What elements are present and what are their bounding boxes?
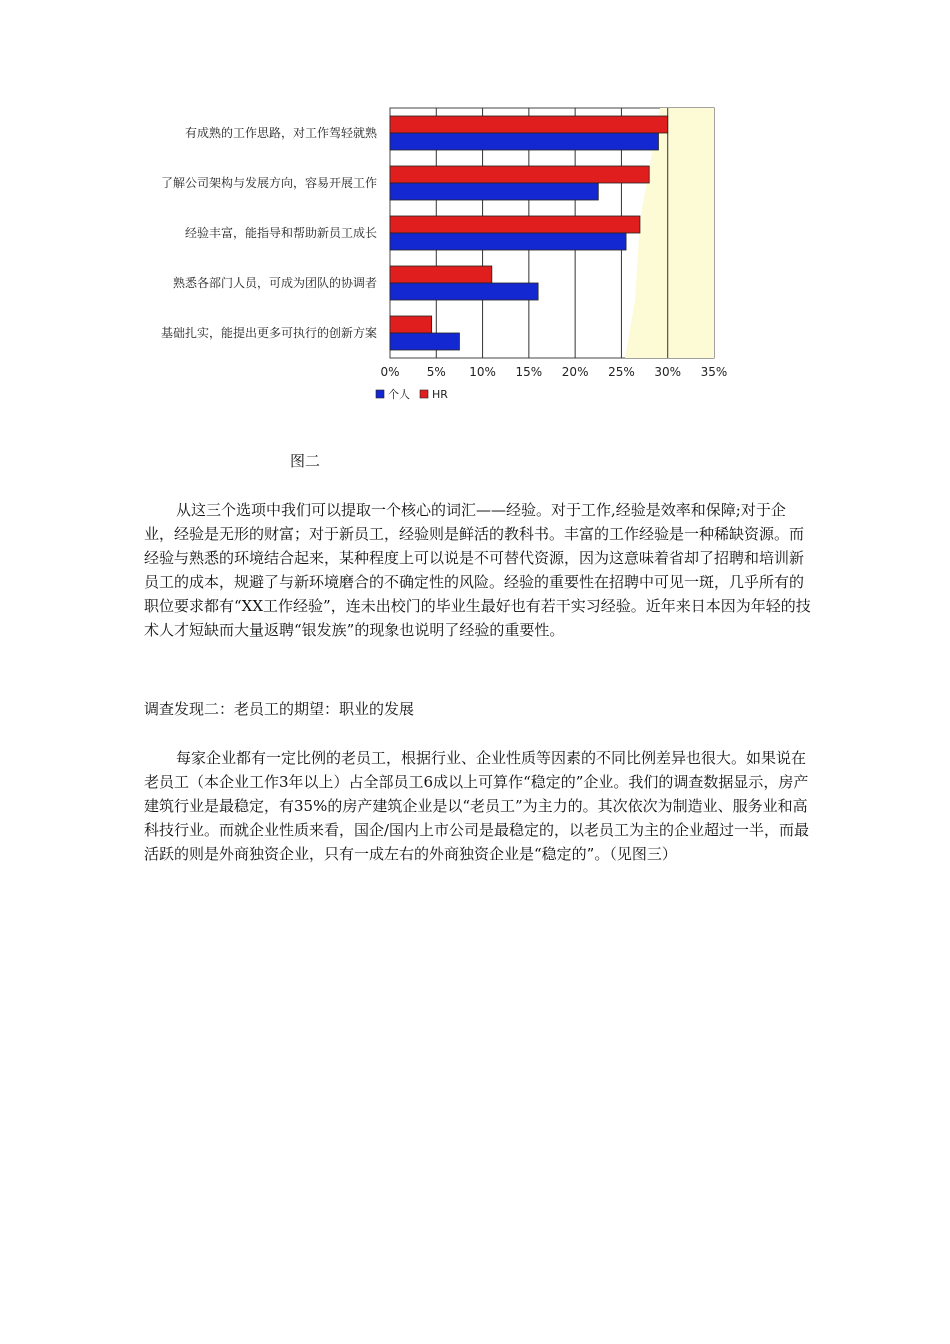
tick-label: 20% [561, 365, 589, 379]
paragraph-1: 从这三个选项中我们可以提取一个核心的词汇——经验。对于工作,经验是效率和保障;对于企业，经验是无形的财富；对于新员工，经验则是鲜活的教科书。丰富的工作经验是一种稀缺资源。而经验与熟悉的环境结合起来，某种程度上可以说是不可替代资源，因为这意味着省却了招聘和培训新员工的成本，规避了与新环境磨合的不确定性的风险。经验的重要性在招聘中可见一斑，几乎所有的职位要求都有“XX工作经验”，连未出校门的毕业生最好也有若干实习经验。近年来日本因为年轻的技术人才短缺而大量返聘“银发族”的现象也说明了经验的重要性。 [144, 501, 811, 639]
tick-label: 15% [515, 365, 543, 379]
bar-personal [390, 333, 459, 350]
paragraph-2: 每家企业都有一定比例的老员工，根据行业、企业性质等因素的不同比例差异也很大。如果说在老员工（本企业工作3年以上）占全部员工6成以上可算作“稳定的”企业。我们的调查数据显示，房产建筑行业是最稳定，有35%的房产建筑企业是以“老员工”为主力的。其次依次为制造业、服务业和高科技行业。而就企业性质来看，国企/国内上市公司是最稳定的，以老员工为主的企业超过一半，而最活跃的则是外商独资企业，只有一成左右的外商独资企业是“稳定的”。（见图三） [144, 749, 810, 863]
legend-swatch [376, 390, 384, 398]
legend-label: 个人 [388, 388, 410, 401]
tick-label: 25% [608, 365, 635, 379]
bar-hr [390, 116, 668, 133]
tick-label: 35% [700, 365, 728, 379]
category-labels [161, 125, 378, 340]
category-label: 基础扎实，能提出更多可执行的创新方案 [160, 326, 377, 340]
category-label: 熟悉各部门人员，可成为团队的协调者 [172, 276, 377, 290]
category-label: 了解公司架构与发展方向，容易开展工作 [160, 176, 377, 190]
bar-personal [390, 233, 626, 250]
legend-swatch [420, 390, 428, 398]
figure-caption: 图二 [290, 452, 321, 470]
legend-label: HR [432, 388, 448, 401]
bar-hr [390, 316, 432, 333]
bar-hr [390, 266, 492, 283]
bar-hr [390, 166, 649, 183]
bar-personal [390, 133, 658, 150]
bar-chart [130, 100, 730, 420]
bar-personal [390, 183, 598, 200]
bar-personal [390, 283, 538, 300]
tick-labels [380, 365, 727, 379]
tick-label: 30% [654, 365, 682, 379]
category-label: 有成熟的工作思路，对工作驾轻就熟 [184, 126, 377, 140]
category-label: 经验丰富，能指导和帮助新员工成长 [184, 226, 377, 240]
tick-label: 5% [426, 365, 446, 379]
legend [376, 388, 448, 401]
section-heading: 调查发现二：老员工的期望：职业的发展 [144, 700, 415, 718]
bar-hr [390, 216, 640, 233]
tick-label: 10% [469, 365, 496, 379]
tick-label: 0% [380, 365, 400, 379]
